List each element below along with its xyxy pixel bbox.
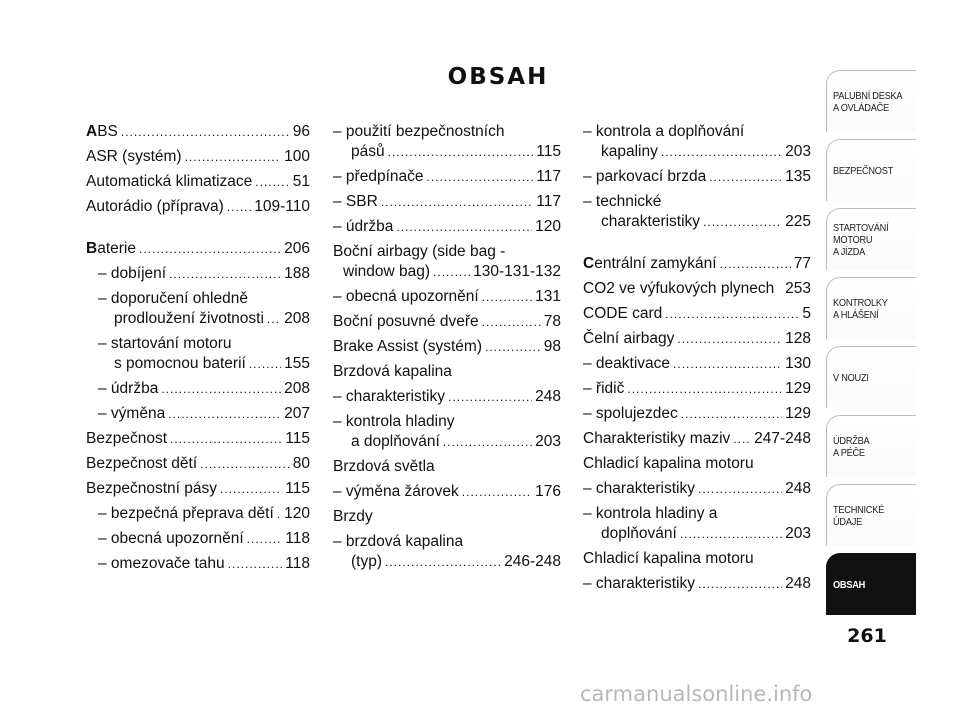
entry-term-continued: kapaliny xyxy=(601,143,658,160)
entry-term: – bezpečná přeprava dětí xyxy=(98,505,274,522)
index-entry-continuation xyxy=(333,552,561,572)
index-entry xyxy=(333,167,561,187)
entry-page: 130 xyxy=(785,355,811,372)
chapter-tab[interactable] xyxy=(826,70,916,132)
dot-leader xyxy=(388,142,534,162)
entry-page: 176 xyxy=(535,483,561,500)
entry-term-continued: window bag) xyxy=(343,263,431,280)
dot-leader xyxy=(673,354,782,374)
index-entry xyxy=(333,457,561,477)
entry-term: – údržba xyxy=(333,218,394,235)
index-column-1 xyxy=(86,122,310,574)
dot-leader xyxy=(462,482,532,502)
entry-term-continued: pásů xyxy=(351,143,385,160)
entry-term: CO2 ve výfukových plynech xyxy=(583,280,775,297)
index-entry xyxy=(333,242,561,262)
entry-page: 131 xyxy=(535,288,561,305)
entry-page: 77 xyxy=(793,255,811,272)
entry-page: 208 xyxy=(284,380,310,397)
chapter-tab-label: V NOUZI xyxy=(833,371,869,384)
dot-leader xyxy=(396,217,532,237)
entry-term-text: aterie xyxy=(97,240,136,257)
index-entry xyxy=(583,574,811,594)
index-entry xyxy=(86,504,310,524)
index-entry-continuation xyxy=(333,262,561,282)
entry-page: 188 xyxy=(284,265,310,282)
index-entry xyxy=(86,454,310,474)
dot-leader xyxy=(249,354,281,374)
entry-term: – řidič xyxy=(583,380,625,397)
chapter-tab-label: TECHNICKÉ ÚDAJE xyxy=(833,503,885,528)
entry-term-continued: prodloužení životnosti xyxy=(114,310,264,327)
entry-page: 109-110 xyxy=(254,198,310,215)
index-entry xyxy=(333,387,561,407)
entry-term: – charakteristiky xyxy=(583,480,695,497)
entry-term: – brzdová kapalina xyxy=(333,533,464,550)
entry-term: Boční airbagy (side bag - xyxy=(333,243,506,260)
dot-leader xyxy=(681,404,782,424)
dot-leader xyxy=(247,529,283,549)
entry-page: 130-131-132 xyxy=(473,263,561,280)
entry-term: Charakteristiky maziv xyxy=(583,430,731,447)
index-entry xyxy=(86,404,310,424)
dot-leader xyxy=(228,554,283,574)
dot-leader xyxy=(482,287,532,307)
dot-leader xyxy=(627,379,782,399)
index-entry-continuation xyxy=(333,142,561,162)
entry-term: Bezpečnostní pásy xyxy=(86,480,217,497)
chapter-tab-label: KONTROLKY A HLÁŠENÍ xyxy=(833,296,888,321)
chapter-tab[interactable] xyxy=(826,139,916,201)
entry-page: 78 xyxy=(543,313,561,330)
chapter-tab-label: STARTOVÁNÍ MOTORU A JÍZDA xyxy=(833,221,889,258)
entry-page: 246-248 xyxy=(504,553,561,570)
entry-page: 207 xyxy=(284,405,310,422)
section-gap xyxy=(86,217,310,239)
entry-term: Autorádio (příprava) xyxy=(86,198,224,215)
chapter-tab-label: BEZPEČNOST xyxy=(833,164,894,177)
entry-term: – technické xyxy=(583,193,662,210)
dot-leader xyxy=(185,147,282,167)
index-entry xyxy=(86,379,310,399)
index-entry xyxy=(583,279,811,299)
index-entry xyxy=(583,379,811,399)
index-entry xyxy=(86,289,310,309)
dot-leader xyxy=(733,429,751,449)
index-entry xyxy=(583,404,811,424)
index-entry xyxy=(86,147,310,167)
chapter-tab[interactable] xyxy=(826,346,916,408)
dot-leader xyxy=(385,552,501,572)
index-entry xyxy=(583,329,811,349)
index-entry xyxy=(583,254,811,274)
entry-term: – obecná upozornění xyxy=(333,288,479,305)
index-entry xyxy=(86,264,310,284)
dot-leader xyxy=(661,142,782,162)
dot-leader xyxy=(698,479,782,499)
dot-leader xyxy=(665,304,799,324)
index-entry xyxy=(86,334,310,354)
entry-term: – charakteristiky xyxy=(333,388,445,405)
entry-page: 203 xyxy=(785,143,811,160)
entry-term: – údržba xyxy=(98,380,159,397)
entry-page: 135 xyxy=(785,168,811,185)
entry-term: – kontrola hladiny a xyxy=(583,505,718,522)
index-column-2 xyxy=(333,122,561,572)
dot-leader xyxy=(427,167,534,187)
dot-leader xyxy=(255,172,289,192)
entry-term-text: entrální zamykání xyxy=(594,255,717,272)
entry-page: 248 xyxy=(535,388,561,405)
entry-initial: C xyxy=(583,255,595,272)
dot-leader xyxy=(161,379,281,399)
entry-page: 120 xyxy=(535,218,561,235)
dot-leader xyxy=(443,432,532,452)
dot-leader xyxy=(170,429,282,449)
index-entry-continuation xyxy=(86,354,310,374)
dot-leader xyxy=(448,387,532,407)
entry-page: 203 xyxy=(785,525,811,542)
index-entry xyxy=(333,507,561,527)
entry-term-continued: a doplňování xyxy=(351,433,440,450)
entry-page: 206 xyxy=(284,240,310,257)
entry-term: – kontrola hladiny xyxy=(333,413,455,430)
index-entry-continuation xyxy=(583,142,811,162)
entry-page: 100 xyxy=(284,148,310,165)
entry-term: – doporučení ohledně xyxy=(98,290,248,307)
dot-leader xyxy=(482,312,541,332)
entry-term: Automatická klimatizace xyxy=(86,173,253,190)
dot-leader xyxy=(485,337,541,357)
dot-leader xyxy=(277,504,281,524)
index-entry xyxy=(583,454,811,474)
entry-page: 253 xyxy=(785,280,811,297)
entry-page: 115 xyxy=(536,143,561,160)
entry-term: Bezpečnost dětí xyxy=(86,455,198,472)
entry-page: 115 xyxy=(285,430,310,447)
entry-term-continued: (typ) xyxy=(351,553,382,570)
dot-leader xyxy=(720,254,791,274)
index-entry xyxy=(333,337,561,357)
entry-term-text: BS xyxy=(97,123,118,140)
entry-term: – použití bezpečnostních xyxy=(333,123,505,140)
entry-term: – kontrola a doplňování xyxy=(583,123,745,140)
entry-page: 225 xyxy=(785,213,811,230)
entry-term: – SBR xyxy=(333,193,378,210)
entry-term: Brzdy xyxy=(333,508,373,525)
entry-page: 248 xyxy=(785,575,811,592)
entry-term xyxy=(86,239,136,259)
entry-term: – dobíjení xyxy=(98,265,167,282)
section-gap xyxy=(583,232,811,254)
index-entry xyxy=(333,287,561,307)
entry-page: 120 xyxy=(284,505,310,522)
entry-term: Brake Assist (systém) xyxy=(333,338,482,355)
entry-page: 51 xyxy=(292,173,310,190)
entry-term: – výměna žárovek xyxy=(333,483,459,500)
index-entry xyxy=(86,554,310,574)
entry-term: – deaktivace xyxy=(583,355,671,372)
entry-term xyxy=(86,122,118,142)
index-entry-continuation xyxy=(333,432,561,452)
index-entry xyxy=(86,197,310,217)
index-entry xyxy=(86,529,310,549)
entry-page: 248 xyxy=(785,480,811,497)
page-title: OBSAH xyxy=(447,64,549,90)
entry-initial: A xyxy=(86,123,98,140)
entry-term: – startování motoru xyxy=(98,335,232,352)
index-entry xyxy=(333,192,561,212)
entry-page: 208 xyxy=(284,310,310,327)
chapter-tab-label: ÚDRŽBA A PÉČE xyxy=(833,434,870,459)
index-entry xyxy=(583,192,811,212)
entry-term: Boční posuvné dveře xyxy=(333,313,479,330)
entry-term: – výměna xyxy=(98,405,166,422)
index-entry xyxy=(583,304,811,324)
index-entry-continuation xyxy=(583,212,811,232)
index-entry-continuation xyxy=(583,524,811,544)
entry-page: 117 xyxy=(536,193,561,210)
entry-term: – předpínače xyxy=(333,168,424,185)
entry-term-continued: doplňování xyxy=(601,525,677,542)
entry-page: 129 xyxy=(785,405,811,422)
index-entry xyxy=(583,122,811,142)
dot-leader xyxy=(703,212,782,232)
index-entry xyxy=(333,412,561,432)
dot-leader xyxy=(227,197,251,217)
dot-leader xyxy=(220,479,282,499)
entry-page: 129 xyxy=(785,380,811,397)
index-entry xyxy=(333,312,561,332)
entry-term: – obecná upozornění xyxy=(98,530,244,547)
dot-leader xyxy=(433,262,470,282)
entry-page: 203 xyxy=(535,433,561,450)
entry-term: Chladicí kapalina motoru xyxy=(583,550,754,567)
entry-page: 117 xyxy=(536,168,561,185)
entry-term: – omezovače tahu xyxy=(98,555,225,572)
index-entry xyxy=(583,479,811,499)
dot-leader xyxy=(168,404,281,424)
entry-page: 155 xyxy=(284,355,310,372)
index-entry xyxy=(333,122,561,142)
entry-term xyxy=(583,254,717,274)
entry-term: Bezpečnost xyxy=(86,430,167,447)
index-entry xyxy=(86,479,310,499)
watermark: carmanualsonline.info xyxy=(580,682,813,706)
chapter-tab-label: OBSAH xyxy=(833,578,866,591)
index-entry xyxy=(86,172,310,192)
entry-term: ASR (systém) xyxy=(86,148,182,165)
dot-leader xyxy=(381,192,533,212)
entry-page: 96 xyxy=(292,123,310,140)
chapter-tabs xyxy=(826,70,916,622)
entry-term: – parkovací brzda xyxy=(583,168,707,185)
chapter-tab[interactable] xyxy=(826,553,916,615)
dot-leader xyxy=(677,329,782,349)
chapter-tab-label: PALUBNÍ DESKA A OVLÁDAČE xyxy=(833,89,903,114)
entry-term: CODE card xyxy=(583,305,663,322)
page-number: 261 xyxy=(847,625,887,647)
entry-page: 247-248 xyxy=(754,430,811,447)
entry-page: 98 xyxy=(543,338,561,355)
entry-page: 128 xyxy=(785,330,811,347)
index-entry xyxy=(86,122,310,142)
index-column-3 xyxy=(583,122,811,594)
entry-term: – charakteristiky xyxy=(583,575,695,592)
dot-leader xyxy=(267,309,281,329)
index-entry xyxy=(583,167,811,187)
dot-leader xyxy=(709,167,782,187)
entry-page: 5 xyxy=(802,305,811,322)
index-entry xyxy=(333,362,561,382)
entry-page: 80 xyxy=(292,455,310,472)
index-entry xyxy=(86,429,310,449)
index-entry xyxy=(583,504,811,524)
chapter-tab[interactable] xyxy=(826,415,916,477)
dot-leader xyxy=(680,524,782,544)
index-entry xyxy=(333,217,561,237)
dot-leader xyxy=(200,454,290,474)
dot-leader xyxy=(169,264,281,284)
entry-term: Brzdová kapalina xyxy=(333,363,452,380)
entry-term: Čelní airbagy xyxy=(583,330,675,347)
index-entry xyxy=(583,354,811,374)
dot-leader xyxy=(698,574,782,594)
dot-leader xyxy=(139,239,281,259)
index-entry xyxy=(86,239,310,259)
entry-page: 118 xyxy=(285,555,310,572)
chapter-tab[interactable] xyxy=(826,277,916,339)
entry-term: Chladicí kapalina motoru xyxy=(583,455,754,472)
index-entry-continuation xyxy=(86,309,310,329)
entry-page: 118 xyxy=(285,530,310,547)
entry-term: – spolujezdec xyxy=(583,405,678,422)
entry-page: 115 xyxy=(285,480,310,497)
index-entry xyxy=(583,549,811,569)
chapter-tab[interactable] xyxy=(826,484,916,546)
entry-term-continued: charakteristiky xyxy=(601,213,701,230)
entry-term-continued: s pomocnou baterií xyxy=(114,355,246,372)
index-entry xyxy=(333,482,561,502)
index-entry xyxy=(583,429,811,449)
chapter-tab[interactable] xyxy=(826,208,916,270)
entry-initial: B xyxy=(86,240,98,257)
dot-leader xyxy=(121,122,290,142)
entry-term: Brzdová světla xyxy=(333,458,435,475)
index-entry xyxy=(333,532,561,552)
